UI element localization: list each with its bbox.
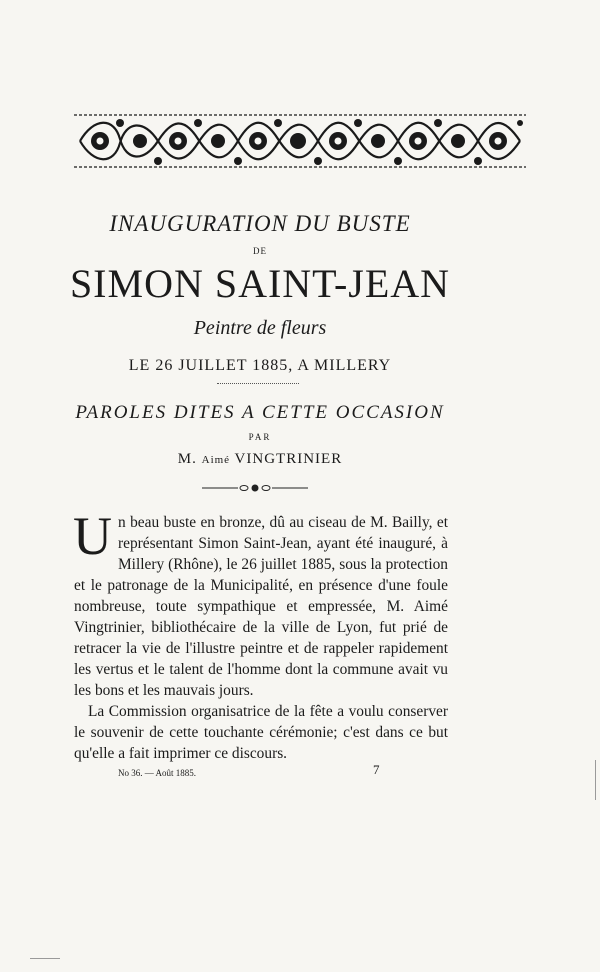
paragraph-2: La Commission organisatrice de la fête a voulu conserver le souvenir de cette touchante cérémonie; c'est dans ce but qu'elle a fait imprimer ce discours. (74, 703, 448, 762)
paragraph-1-text: n beau buste en bronze, dû au ciseau de M. Bailly, et représentant Simon Saint-Jean, ayant été inauguré, à Millery (Rhône), le 26 juillet 1885, sous la protection et le patronage de la Municipalité, en présence d'une foule nombreuse, toute sympathique et empressée, M. Aimé Vingtrinier, bibliothécaire de la ville de Lyon, fut prié de retracer la vie de l'illustre peintre et de rappeler rapidement les vertus et le talent de l'homme dont la commune avait vu les bons et les mauvais jours. (74, 514, 448, 699)
title-line: INAUGURATION DU BUSTE (109, 211, 411, 236)
paragraph-1 (73, 506, 448, 701)
ornamental-header-band (74, 111, 526, 171)
event-date-line: LE 26 JUILLET 1885, A MILLERY (128, 357, 392, 374)
author-last-name: VINGTRINIER (230, 451, 343, 467)
speech-heading: PAROLES DITES A CETTE OCCASION (75, 402, 445, 423)
body-text (73, 506, 448, 764)
edge-mark (30, 958, 60, 959)
author-prefix: M. (177, 451, 202, 467)
dotted-divider (217, 383, 299, 384)
flourish-divider (200, 481, 310, 495)
author-first-name: Aimé (201, 454, 231, 466)
author-line (0, 451, 520, 468)
title-connector: DE (253, 246, 267, 256)
by-label: PAR (248, 432, 272, 442)
drop-cap: U (73, 506, 112, 566)
subtitle-profession: Peintre de fleurs (193, 317, 327, 339)
subject-name: SIMON SAINT-JEAN (69, 261, 451, 306)
issue-footer: No 36. — Août 1885. (118, 768, 197, 778)
edge-mark (595, 760, 596, 800)
page-number: 7 (373, 762, 380, 777)
